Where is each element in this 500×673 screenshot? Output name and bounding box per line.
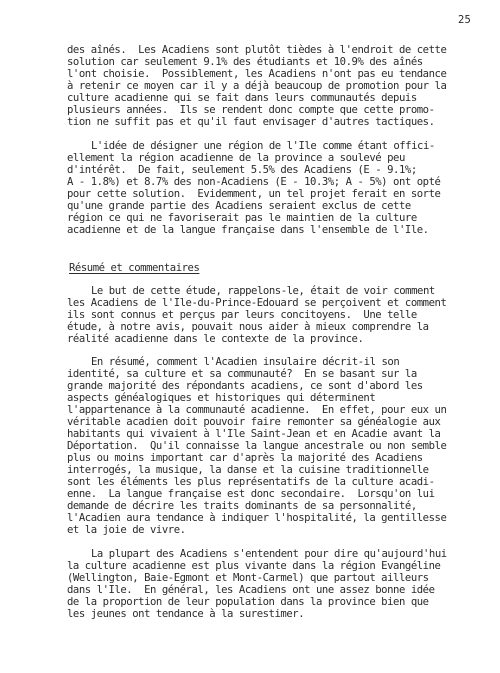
text-line: aspects généalogiques et historiques qui déterminent	[67, 392, 376, 404]
text-line: et la joie de vivre.	[67, 524, 186, 536]
text-line: identité, sa culture et sa communauté? En se basant sur la	[67, 368, 417, 380]
text-line: réalité acadienne dans le contexte de la province.	[67, 333, 364, 345]
text-line: solution car seulement 9.1% des étudiants et 10.9% des aînés	[67, 56, 423, 68]
text-line: les Acadiens de l'Ile-du-Prince-Edouard se perçoivent et comment	[67, 297, 447, 309]
text-line: à retenir ce moyen car il y a déjà beaucoup de promotion pour la	[67, 80, 447, 92]
text-line: l'ont choisie. Possiblement, les Acadiens n'ont pas eu tendance	[67, 68, 447, 80]
text-line: (Wellington, Baie-Egmont et Mont-Carmel) que partout ailleurs	[67, 572, 429, 584]
text-line: habitants qui vivaient à l'Ile Saint-Jean et en Acadie avant la	[67, 428, 441, 440]
text-line: dans l'Ile. En général, les Acadiens ont une assez bonne idée	[67, 584, 435, 596]
text-line: des aînés. Les Acadiens sont plutôt tièdes à l'endroit de cette	[67, 44, 447, 56]
text-line: de la proportion de leur population dans la province bien que	[67, 596, 429, 608]
text-line: L'idée de désigner une région de l'Ile comme étant offici-	[91, 140, 435, 152]
text-line: A - 1.8%) et 8.7% des non-Acadiens (E - 10.3%; A - 5%) ont opté	[67, 176, 441, 188]
text-line: grande majorité des répondants acadiens, ce sont d'abord les	[67, 380, 423, 392]
section-heading: Résumé et commentaires	[69, 262, 200, 274]
text-line: En résumé, comment l'Acadien insulaire décrit-il son	[91, 356, 400, 368]
text-line: véritable acadien doit pouvoir faire remonter sa généalogie aux	[67, 416, 441, 428]
text-line: la culture acadienne est plus vivante dans la région Evangéline	[67, 560, 441, 572]
text-line: ils sont connus et perçus par leurs concitoyens. Une telle	[67, 309, 417, 321]
text-line: tion ne suffit pas et qu'il faut envisager d'autres tactiques.	[67, 116, 435, 128]
text-line: Le but de cette étude, rappelons-le, était de voir comment	[91, 285, 435, 297]
text-line: qu'une grande partie des Acadiens seraient exclus de cette	[67, 200, 411, 212]
text-line: région ce qui ne favoriserait pas le maintien de la culture	[67, 212, 417, 224]
text-line: pour cette solution. Evidemment, un tel projet ferait en sorte	[67, 188, 441, 200]
text-line: plus ou moins important car d'après la majorité des Acadiens	[67, 452, 423, 464]
text-line: d'intérêt. De fait, seulement 5.5% des Acadiens (E - 9.1%;	[67, 164, 417, 176]
text-line: demande de décrire les traits dominants de sa personnalité,	[67, 500, 417, 512]
text-line: culture acadienne qui se fait dans leurs communautés depuis	[67, 92, 417, 104]
text-line: La plupart des Acadiens s'entendent pour dire qu'aujourd'hui	[91, 548, 447, 560]
text-line: acadienne et de la langue française dans l'ensemble de l'Ile.	[67, 224, 429, 236]
text-line: sont les éléments les plus représentatifs de la culture acadi-	[67, 476, 435, 488]
text-line: l'appartenance à la communauté acadienne. En effet, pour eux un	[67, 404, 447, 416]
text-line: Déportation. Qu'il connaisse la langue ancestrale ou non semble	[67, 440, 447, 452]
page-number: 25	[458, 14, 472, 26]
text-line: étude, à notre avis, pouvait nous aider à mieux comprendre la	[67, 321, 429, 333]
text-line: les jeunes ont tendance à la surestimer.	[67, 608, 305, 620]
text-line: plusieurs années. Ils se rendent donc compte que cette promo-	[67, 104, 435, 116]
text-line: l'Acadien aura tendance à indiquer l'hospitalité, la gentillesse	[67, 512, 447, 524]
text-line: ellement la région acadienne de la province a soulevé peu	[67, 152, 405, 164]
text-line: interrogés, la musique, la danse et la cuisine traditionnelle	[67, 464, 429, 476]
text-line: enne. La langue française est donc secondaire. Lorsqu'on lui	[67, 488, 435, 500]
